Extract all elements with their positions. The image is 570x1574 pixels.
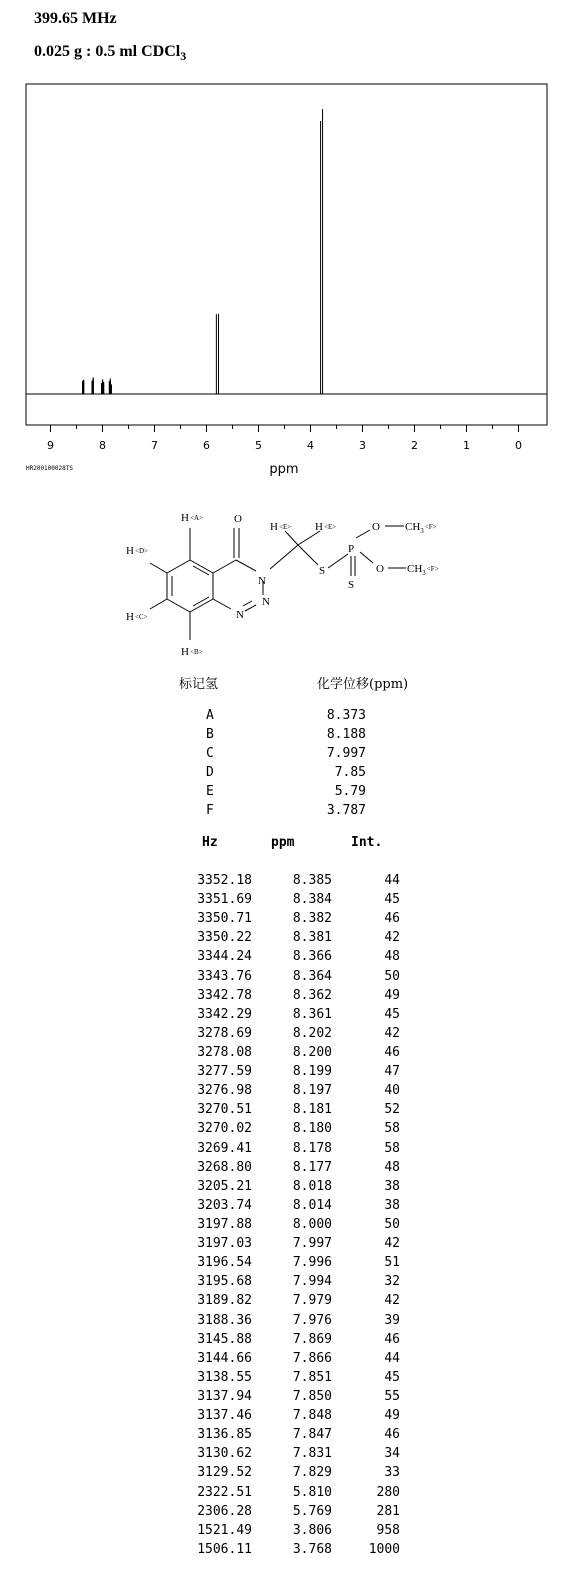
bond xyxy=(213,560,236,573)
table-row xyxy=(170,986,410,1005)
peak-int: 49 xyxy=(384,1408,400,1424)
peak-table xyxy=(170,871,410,1559)
table-row xyxy=(170,1311,410,1330)
assignment-shift: 8.373 xyxy=(326,708,366,723)
peak-int: 55 xyxy=(384,1388,400,1404)
peak-header-int: Int. xyxy=(351,835,383,850)
peak-hz: 3277.59 xyxy=(197,1064,252,1080)
peak-series xyxy=(82,109,322,394)
table-row xyxy=(170,1521,410,1540)
peak-hz: 3270.02 xyxy=(197,1121,252,1137)
peak-hz: 3197.03 xyxy=(197,1236,252,1252)
table-row xyxy=(170,890,410,909)
spectrum-code: HR200100028TS xyxy=(26,465,73,472)
table-row xyxy=(170,1119,410,1138)
peak-ppm: 7.976 xyxy=(292,1312,332,1328)
table-row xyxy=(170,1234,410,1253)
peak-int: 38 xyxy=(384,1178,400,1194)
x-tick-label: 5 xyxy=(255,439,262,452)
peak-int: 50 xyxy=(384,968,400,984)
peak-int: 281 xyxy=(376,1503,400,1519)
peak-hz: 3268.80 xyxy=(197,1159,252,1175)
bond xyxy=(150,599,167,609)
peak-int: 48 xyxy=(384,949,400,965)
bond xyxy=(360,552,373,563)
bond xyxy=(298,545,318,565)
assignment-shift: 8.188 xyxy=(326,727,366,742)
assignment-row xyxy=(200,801,370,820)
table-row xyxy=(170,1158,410,1177)
hydrogen-atom: H xyxy=(126,545,134,557)
oxygen-atom: O xyxy=(372,521,380,533)
sulfur-atom: S xyxy=(348,579,355,591)
peak-int: 46 xyxy=(384,911,400,927)
peak-int: 46 xyxy=(384,1044,400,1060)
peak-int: 44 xyxy=(384,1350,400,1366)
table-row xyxy=(170,1502,410,1521)
table-row xyxy=(170,1291,410,1310)
table-row xyxy=(170,1368,410,1387)
x-tick-label: 3 xyxy=(359,439,366,452)
assignment-label: C xyxy=(206,746,214,761)
peak-hz: 3130.62 xyxy=(197,1446,252,1462)
peak-int: 51 xyxy=(384,1255,400,1271)
bond xyxy=(150,563,167,573)
bond xyxy=(356,530,370,538)
peak-int: 958 xyxy=(376,1522,400,1538)
plot-frame xyxy=(26,84,547,425)
assignment-row xyxy=(200,725,370,744)
peak-int: 34 xyxy=(384,1446,400,1462)
peak-int: 46 xyxy=(384,1331,400,1347)
x-axis-tick-labels xyxy=(47,439,522,452)
table-row xyxy=(170,1330,410,1349)
assignment-row xyxy=(200,782,370,801)
assignment-shift: 5.79 xyxy=(334,784,366,799)
peak-int: 42 xyxy=(384,1025,400,1041)
aromatic-bond xyxy=(193,597,209,606)
peak-int: 50 xyxy=(384,1216,400,1232)
peak-hz: 3278.08 xyxy=(197,1044,252,1060)
tag-e: <E> xyxy=(324,523,337,531)
peak-ppm: 8.000 xyxy=(292,1216,332,1232)
x-tick-label: 6 xyxy=(203,439,210,452)
peak-int: 58 xyxy=(384,1140,400,1156)
table-row xyxy=(170,1463,410,1482)
table-row xyxy=(170,1349,410,1368)
assignment-row xyxy=(200,706,370,725)
table-row xyxy=(170,1387,410,1406)
x-tick-label: 7 xyxy=(151,439,158,452)
bond xyxy=(245,605,256,611)
peak-int: 1000 xyxy=(368,1541,400,1557)
table-row xyxy=(170,1043,410,1062)
peak-hz: 3205.21 xyxy=(197,1178,252,1194)
peak-ppm: 8.362 xyxy=(292,987,332,1003)
table-row xyxy=(170,1483,410,1502)
tag-a: <A> xyxy=(190,514,203,522)
peak-int: 46 xyxy=(384,1427,400,1443)
peak-hz: 3342.78 xyxy=(197,987,252,1003)
table-row xyxy=(170,928,410,947)
peak-hz: 3188.36 xyxy=(197,1312,252,1328)
peak-hz: 3203.74 xyxy=(197,1197,252,1213)
peak-hz: 3343.76 xyxy=(197,968,252,984)
table-row xyxy=(170,1196,410,1215)
oxygen-atom: O xyxy=(234,513,242,525)
peak-int: 58 xyxy=(384,1121,400,1137)
methyl-group: $CH_3^{<F>}$ xyxy=(407,563,439,577)
peak-int: 32 xyxy=(384,1274,400,1290)
bond xyxy=(285,531,298,545)
tag-c: <C> xyxy=(135,613,148,621)
table-row xyxy=(170,1406,410,1425)
peak-ppm: 7.979 xyxy=(292,1293,332,1309)
hydrogen-atom: H xyxy=(315,521,323,533)
assignment-header-label: 标记氢 xyxy=(179,677,219,692)
peak-ppm: 7.848 xyxy=(292,1408,332,1424)
assignment-label: F xyxy=(206,803,214,818)
peak-ppm: 8.177 xyxy=(292,1159,332,1175)
hydrogen-atom: H xyxy=(181,646,189,658)
table-row xyxy=(170,1024,410,1043)
x-tick-label: 8 xyxy=(99,439,106,452)
assignment-label: D xyxy=(206,765,214,780)
peak-int: 45 xyxy=(384,1369,400,1385)
peak-ppm: 7.994 xyxy=(292,1274,332,1290)
peak-int: 47 xyxy=(384,1064,400,1080)
peak-hz: 3278.69 xyxy=(197,1025,252,1041)
peak-hz: 3137.94 xyxy=(197,1388,252,1404)
assignment-row xyxy=(200,763,370,782)
peak-hz: 2306.28 xyxy=(197,1503,252,1519)
aromatic-bond xyxy=(193,566,209,575)
assignment-shift: 3.787 xyxy=(326,803,366,818)
peak-hz: 3189.82 xyxy=(197,1293,252,1309)
peak-ppm: 7.847 xyxy=(292,1427,332,1443)
peak-hz: 3129.52 xyxy=(197,1465,252,1481)
table-row xyxy=(170,947,410,966)
nitrogen-atom: N xyxy=(262,596,270,608)
peak-int: 42 xyxy=(384,1293,400,1309)
x-axis-ticks xyxy=(51,425,519,432)
peak-ppm: 8.385 xyxy=(292,873,332,888)
peak-int: 39 xyxy=(384,1312,400,1328)
bond xyxy=(167,560,190,573)
peak-hz: 3350.22 xyxy=(197,930,252,946)
peak-int: 44 xyxy=(384,873,400,888)
hydrogen-atom: H xyxy=(270,521,278,533)
peak-hz: 3344.24 xyxy=(197,949,252,965)
peak-int: 38 xyxy=(384,1197,400,1213)
peak-ppm: 8.018 xyxy=(292,1178,332,1194)
peak-int: 49 xyxy=(384,987,400,1003)
peak-int: 42 xyxy=(384,1236,400,1252)
peak-hz: 3136.85 xyxy=(197,1427,252,1443)
assignment-table xyxy=(200,706,370,820)
table-row xyxy=(170,1177,410,1196)
table-row xyxy=(170,1215,410,1234)
tag-e: <E> xyxy=(279,523,292,531)
peak-hz: 3270.51 xyxy=(197,1102,252,1118)
peak-int: 52 xyxy=(384,1102,400,1118)
peak-ppm: 7.997 xyxy=(292,1236,332,1252)
peak-ppm: 7.869 xyxy=(292,1331,332,1347)
sample-subscript: 3 xyxy=(180,49,187,63)
table-row xyxy=(170,1139,410,1158)
peak-ppm: 8.384 xyxy=(292,892,332,908)
nmr-spectrum-chart xyxy=(0,0,570,480)
table-row xyxy=(170,1100,410,1119)
hydrogen-atom: H xyxy=(181,512,189,524)
assignment-row xyxy=(200,744,370,763)
peak-hz: 3276.98 xyxy=(197,1083,252,1099)
peak-ppm: 3.768 xyxy=(292,1541,332,1557)
peak-ppm: 7.850 xyxy=(292,1388,332,1404)
peak-int: 33 xyxy=(384,1465,400,1481)
peak-ppm: 8.361 xyxy=(292,1006,332,1022)
peak-hz: 3352.18 xyxy=(197,873,252,888)
peak-ppm: 8.178 xyxy=(292,1140,332,1156)
x-tick-label: 0 xyxy=(515,439,522,452)
peak-ppm: 7.996 xyxy=(292,1255,332,1271)
peak-int: 42 xyxy=(384,930,400,946)
peak-hz: 3144.66 xyxy=(197,1350,252,1366)
assignment-label: E xyxy=(206,784,214,799)
bond xyxy=(328,554,348,568)
peak-ppm: 5.810 xyxy=(292,1484,332,1500)
peak-ppm: 7.831 xyxy=(292,1446,332,1462)
peak-hz: 3351.69 xyxy=(197,892,252,908)
table-row xyxy=(170,1540,410,1559)
frequency-label: 399.65 MHz xyxy=(34,10,117,27)
tag-b: <B> xyxy=(190,648,203,656)
phosphorus-atom: P xyxy=(348,543,355,555)
nitrogen-atom: N xyxy=(236,609,244,621)
assignment-shift: 7.997 xyxy=(326,746,366,761)
table-row xyxy=(170,1005,410,1024)
hydrogen-atom: H xyxy=(126,611,134,623)
bond xyxy=(167,599,190,612)
table-row xyxy=(170,871,410,890)
peak-header-hz: Hz xyxy=(202,835,218,850)
peak-ppm: 3.806 xyxy=(292,1522,332,1538)
peak-ppm: 5.769 xyxy=(292,1503,332,1519)
peak-ppm: 8.364 xyxy=(292,968,332,984)
sample-text: 0.025 g : 0.5 ml CDCl xyxy=(34,43,181,60)
peak-ppm: 8.382 xyxy=(292,911,332,927)
bond xyxy=(213,599,231,609)
peak-hz: 3269.41 xyxy=(197,1140,252,1156)
peak-hz: 3350.71 xyxy=(197,911,252,927)
peak-hz: 3137.46 xyxy=(197,1408,252,1424)
peak-hz: 3342.29 xyxy=(197,1006,252,1022)
x-tick-label: 1 xyxy=(463,439,470,452)
table-row xyxy=(170,1253,410,1272)
assignment-label: B xyxy=(206,727,214,742)
peak-hz: 3138.55 xyxy=(197,1369,252,1385)
peak-ppm: 8.180 xyxy=(292,1121,332,1137)
table-row xyxy=(170,1272,410,1291)
table-row xyxy=(170,967,410,986)
peak-hz: 1521.49 xyxy=(197,1522,252,1538)
peak-ppm: 8.381 xyxy=(292,930,332,946)
peak-int: 45 xyxy=(384,1006,400,1022)
peak-ppm: 8.366 xyxy=(292,949,332,965)
assignment-label: A xyxy=(206,708,214,723)
peak-int: 40 xyxy=(384,1083,400,1099)
bond xyxy=(270,545,298,569)
table-row xyxy=(170,1425,410,1444)
tag-d: <D> xyxy=(135,547,148,555)
methyl-group: $CH_3^{<F>}$ xyxy=(405,521,437,535)
oxygen-atom: O xyxy=(376,563,384,575)
peak-ppm: 8.199 xyxy=(292,1064,332,1080)
table-row xyxy=(170,1081,410,1100)
x-tick-label: 9 xyxy=(47,439,54,452)
peak-hz: 3145.88 xyxy=(197,1331,252,1347)
sulfur-atom: S xyxy=(319,565,326,577)
peak-ppm: 8.014 xyxy=(292,1197,332,1213)
double-bond xyxy=(243,601,252,606)
peak-hz: 3197.88 xyxy=(197,1216,252,1232)
peak-int: 45 xyxy=(384,892,400,908)
molecule-structure xyxy=(0,500,570,665)
x-axis-label: ppm xyxy=(269,462,299,477)
assignment-shift: 7.85 xyxy=(334,765,366,780)
peak-ppm: 7.829 xyxy=(292,1465,332,1481)
bond xyxy=(298,531,320,545)
x-tick-label: 4 xyxy=(307,439,314,452)
peak-hz: 1506.11 xyxy=(197,1541,252,1557)
assignment-header-shift: 化学位移(ppm) xyxy=(317,677,409,692)
peak-ppm: 8.200 xyxy=(292,1044,332,1060)
x-tick-label: 2 xyxy=(411,439,418,452)
peak-hz: 3195.68 xyxy=(197,1274,252,1290)
bond xyxy=(236,560,256,571)
peak-header-ppm: ppm xyxy=(271,835,295,850)
table-row xyxy=(170,909,410,928)
table-row xyxy=(170,1062,410,1081)
peak-int: 48 xyxy=(384,1159,400,1175)
table-row xyxy=(170,1444,410,1463)
peak-ppm: 8.202 xyxy=(292,1025,332,1041)
peak-hz: 3196.54 xyxy=(197,1255,252,1271)
peak-ppm: 8.181 xyxy=(292,1102,332,1118)
peak-ppm: 7.851 xyxy=(292,1369,332,1385)
peak-ppm: 7.866 xyxy=(292,1350,332,1366)
peak-int: 280 xyxy=(376,1484,400,1500)
peak-hz: 2322.51 xyxy=(197,1484,252,1500)
nitrogen-atom: N xyxy=(258,575,266,587)
peak-ppm: 8.197 xyxy=(292,1083,332,1099)
